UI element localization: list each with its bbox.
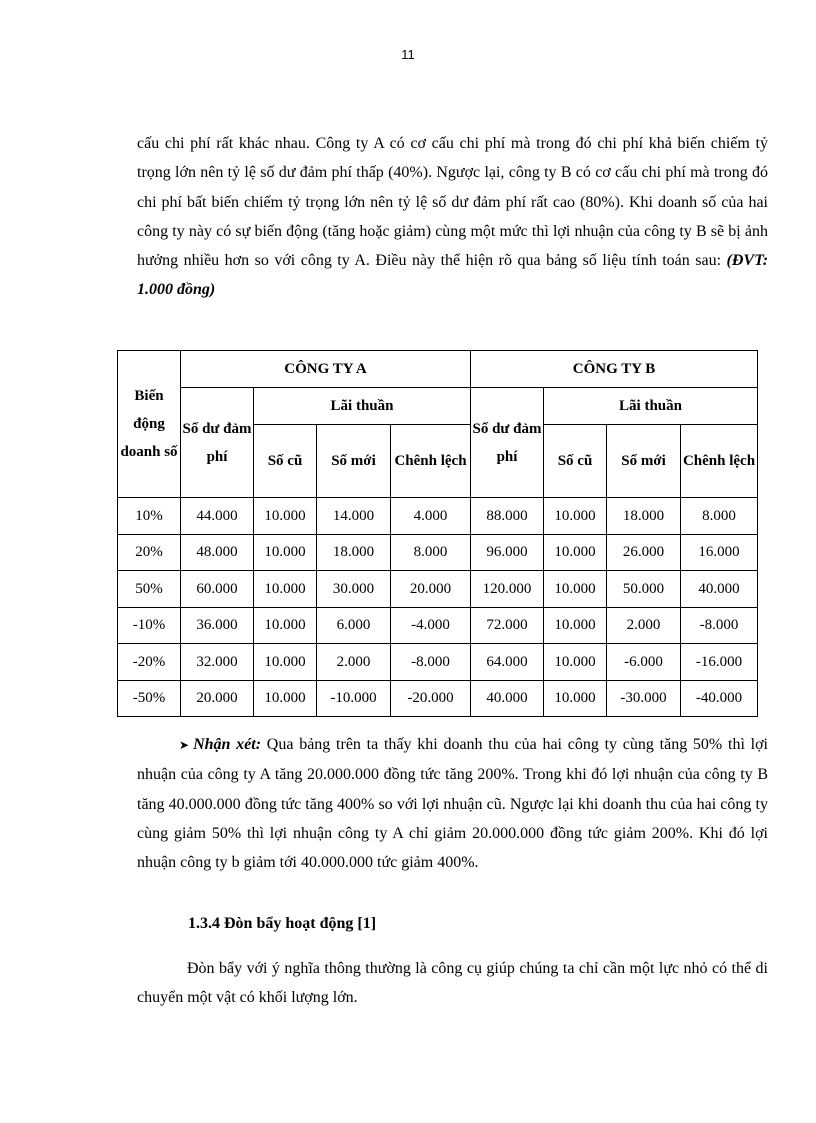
table-cell: 88.000	[471, 498, 544, 535]
header-company-b: CÔNG TY B	[471, 351, 758, 388]
table-row	[118, 607, 758, 644]
header-b-so-moi: Số mới	[607, 425, 681, 498]
table-cell: 10.000	[544, 498, 607, 535]
header-a-so-du: Số dư đảm phí	[181, 388, 254, 498]
table-cell: 10.000	[544, 680, 607, 717]
table-row	[118, 571, 758, 608]
table-cell: 72.000	[471, 607, 544, 644]
table-cell: 60.000	[181, 571, 254, 608]
table-row	[118, 534, 758, 571]
table-cell: 10.000	[254, 498, 317, 535]
table-cell: -4.000	[391, 607, 471, 644]
table-cell: 40.000	[681, 571, 758, 608]
header-b-so-cu: Số cũ	[544, 425, 607, 498]
table-cell: -16.000	[681, 644, 758, 681]
table-cell: 10.000	[254, 644, 317, 681]
table-row	[118, 680, 758, 717]
table-cell: -8.000	[681, 607, 758, 644]
table-cell: 8.000	[681, 498, 758, 535]
table-cell: 50.000	[607, 571, 681, 608]
table-row	[118, 644, 758, 681]
table-cell: -50%	[118, 680, 181, 717]
table-cell: -40.000	[681, 680, 758, 717]
table-cell: 64.000	[471, 644, 544, 681]
header-bien-dong: Biến động doanh số	[118, 351, 181, 498]
header-b-chenh-lech: Chênh lệch	[681, 425, 758, 498]
header-a-so-cu: Số cũ	[254, 425, 317, 498]
table-cell: 10.000	[254, 534, 317, 571]
table-cell: 44.000	[181, 498, 254, 535]
table-cell: -8.000	[391, 644, 471, 681]
table-cell: -6.000	[607, 644, 681, 681]
table-cell: 50%	[118, 571, 181, 608]
header-a-so-moi: Số mới	[317, 425, 391, 498]
table-cell: 10.000	[544, 571, 607, 608]
table-cell: 10.000	[254, 607, 317, 644]
table-cell: 40.000	[471, 680, 544, 717]
table-body	[118, 498, 758, 717]
table-cell: 10.000	[544, 534, 607, 571]
table-cell: 16.000	[681, 534, 758, 571]
table-cell: 10.000	[544, 644, 607, 681]
intro-paragraph	[137, 129, 768, 305]
table-cell: -10.000	[317, 680, 391, 717]
header-company-a: CÔNG TY A	[181, 351, 471, 388]
table-cell: -30.000	[607, 680, 681, 717]
table-cell: 2.000	[317, 644, 391, 681]
table-cell: 120.000	[471, 571, 544, 608]
table-cell: 10.000	[544, 607, 607, 644]
table-cell: 18.000	[607, 498, 681, 535]
remark-paragraph	[137, 730, 768, 877]
table-cell: 8.000	[391, 534, 471, 571]
table-cell: 10%	[118, 498, 181, 535]
table-cell: 48.000	[181, 534, 254, 571]
table-cell: 96.000	[471, 534, 544, 571]
table-cell: -10%	[118, 607, 181, 644]
table-cell: 2.000	[607, 607, 681, 644]
remark-text: Qua bảng trên ta thấy khi doanh thu của hai công ty cùng tăng 50% thì lợi nhuận của công ty A tăng 20.000.000 đồng tức tăng 200%. Trong khi đó lợi nhuận của công ty B tăng 40.000.000 đồng tức tăng 400% so với lợi nhuận cũ. Ngược lại khi doanh thu của hai công ty cùng giảm 50% thì lợi nhuận công ty A chỉ giảm 20.000.000 đồng tức giảm 200%. Khi đó lợi nhuận công ty b giảm tới 40.000.000 tức giảm 400%.	[137, 736, 769, 872]
header-b-lai-thuan: Lãi thuần	[544, 388, 758, 425]
unit-note: (ĐVT: 1.000 đồng)	[137, 252, 769, 299]
header-b-so-du: Số dư đảm phí	[471, 388, 544, 498]
table-cell: 30.000	[317, 571, 391, 608]
table-cell: 20.000	[391, 571, 471, 608]
header-a-lai-thuan: Lãi thuần	[254, 388, 471, 425]
table-cell: 10.000	[254, 680, 317, 717]
table-cell: 18.000	[317, 534, 391, 571]
intro-text: cấu chi phí rất khác nhau. Công ty A có cơ cấu chi phí mà trong đó chi phí khả biến chiếm tỷ trọng lớn nên tỷ lệ số dư đảm phí thấp (40%). Ngược lại, công ty B có cơ cấu chi phí mà trong đó chi phí bất biến chiếm tỷ trọng lớn nên tỷ lệ số dư đảm phí rất cao (80%). Khi doanh số của hai công ty này có sự biến động (tăng hoặc giảm) cùng một mức thì lợi nhuận của công ty B sẽ bị ảnh hưởng nhiều hơn so với công ty A. Điều này thể hiện rõ qua bảng số liệu tính toán sau:	[137, 135, 768, 270]
table-cell: -20.000	[391, 680, 471, 717]
table-cell: 20%	[118, 534, 181, 571]
table-cell: 14.000	[317, 498, 391, 535]
table-cell: 10.000	[254, 571, 317, 608]
table-cell: 36.000	[181, 607, 254, 644]
section-paragraph: Đòn bẩy với ý nghĩa thông thường là công cụ giúp chúng ta chỉ cần một lực nhỏ có thể di chuyển một vật có khối lượng lớn.	[137, 960, 768, 1007]
remark-lead: Nhận xét:	[193, 736, 262, 753]
comparison-table	[117, 350, 758, 717]
table-cell: 26.000	[607, 534, 681, 571]
table-row	[118, 498, 758, 535]
table-cell: 4.000	[391, 498, 471, 535]
table-cell: 20.000	[181, 680, 254, 717]
arrow-bullet-icon: ➤	[179, 738, 190, 752]
table-cell: -20%	[118, 644, 181, 681]
table-cell: 6.000	[317, 607, 391, 644]
page-number: 11	[401, 47, 415, 62]
section-heading: 1.3.4 Đòn bẩy hoạt động [1]	[188, 915, 377, 932]
header-a-chenh-lech: Chênh lệch	[391, 425, 471, 498]
table-cell: 32.000	[181, 644, 254, 681]
